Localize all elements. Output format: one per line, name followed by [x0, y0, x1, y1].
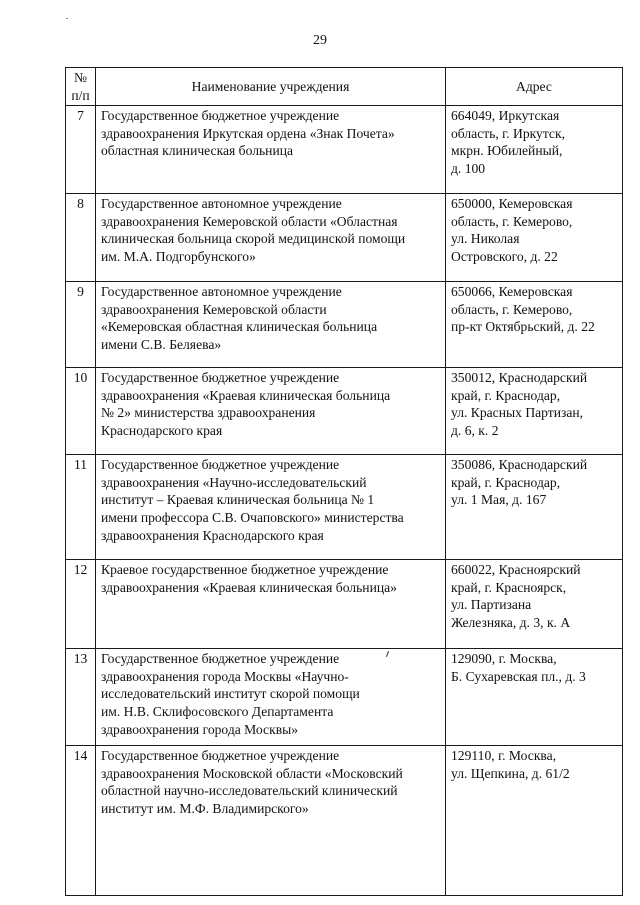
table-row — [66, 194, 623, 282]
institutions-table — [65, 67, 623, 896]
row-number: 12 — [66, 560, 96, 649]
institution-name: Государственное бюджетное учреждение здравоохранения города Москвы «Научно- исследовательский институт скорой помощи им. Н.В. Склифосовского Департамента здравоохранения города Москвы» — [96, 649, 446, 746]
row-number: 8 — [66, 194, 96, 282]
row-number: 11 — [66, 455, 96, 560]
institution-address: 129110, г. Москва, ул. Щепкина, д. 61/2 — [446, 746, 623, 896]
institution-address: 129090, г. Москва, Б. Сухаревская пл., д. 3 — [446, 649, 623, 746]
institution-address: 350012, Краснодарский край, г. Краснодар, ул. Красных Партизан, д. 6, к. 2 — [446, 368, 623, 455]
table-row — [66, 455, 623, 560]
row-number: 9 — [66, 282, 96, 368]
row-number: 7 — [66, 106, 96, 194]
table-row — [66, 368, 623, 455]
table-row — [66, 106, 623, 194]
row-number: 14 — [66, 746, 96, 896]
institution-address: 664049, Иркутская область, г. Иркутск, мкрн. Юбилейный, д. 100 — [446, 106, 623, 194]
institution-name: Краевое государственное бюджетное учреждение здравоохранения «Краевая клиническая больница» — [96, 560, 446, 649]
scan-speck — [66, 18, 68, 19]
institution-name: Государственное бюджетное учреждение здравоохранения «Научно-исследовательский институт – Краевая клиническая больница № 1 имени профессора С.В. Очаповского» министерства здравоохранения Краснодарского края — [96, 455, 446, 560]
table-row — [66, 649, 623, 746]
institution-address: 660022, Красноярский край, г. Красноярск, ул. Партизана Железняка, д. 3, к. А — [446, 560, 623, 649]
institution-name: Государственное автономное учреждение здравоохранения Кемеровской области «Кемеровская областная клиническая больница имени С.В. Беляева» — [96, 282, 446, 368]
institution-address: 350086, Краснодарский край, г. Краснодар, ул. 1 Мая, д. 167 — [446, 455, 623, 560]
row-number: 10 — [66, 368, 96, 455]
institution-name: Государственное бюджетное учреждение здравоохранения Московской области «Московский областной научно-исследовательский клинический институт им. М.Ф. Владимирского» — [96, 746, 446, 896]
institution-name: Государственное автономное учреждение здравоохранения Кемеровской области «Областная клиническая больница скорой медицинской помощи им. М.А. Подгорбунского» — [96, 194, 446, 282]
institution-name: Государственное бюджетное учреждение здравоохранения Иркутская ордена «Знак Почета» областная клиническая больница — [96, 106, 446, 194]
page-number: 29 — [313, 33, 327, 48]
institution-address: 650000, Кемеровская область, г. Кемерово, ул. Николая Островского, д. 22 — [446, 194, 623, 282]
table-row — [66, 282, 623, 368]
header-name: Наименование учреждения — [96, 68, 446, 106]
table-row — [66, 746, 623, 896]
table-header-row — [66, 68, 623, 106]
table-row — [66, 560, 623, 649]
header-num: № п/п — [66, 68, 96, 106]
institution-name: Государственное бюджетное учреждение здравоохранения «Краевая клиническая больница № 2» министерства здравоохранения Краснодарского края — [96, 368, 446, 455]
row-number: 13 — [66, 649, 96, 746]
header-address: Адрес — [446, 68, 623, 106]
institution-address: 650066, Кемеровская область, г. Кемерово, пр-кт Октябрьский, д. 22 — [446, 282, 623, 368]
